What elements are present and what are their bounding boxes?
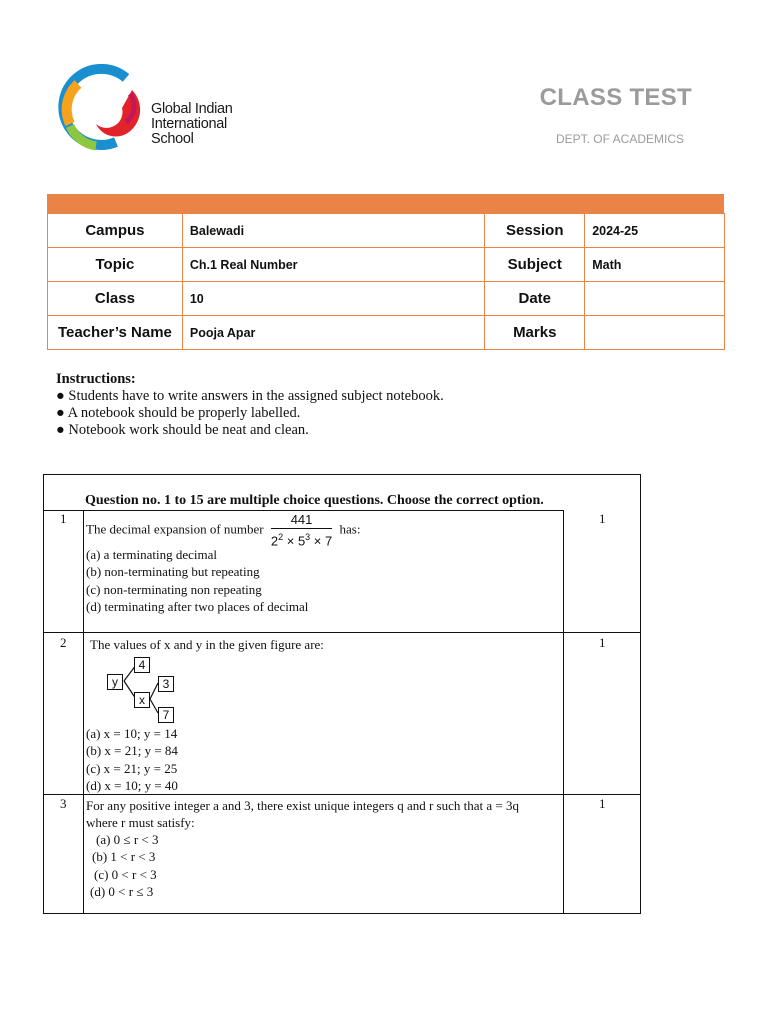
question-number: 2 [60,635,67,650]
subject-label: Subject [485,248,585,282]
option-b: (b) x = 21; y = 84 [86,743,178,759]
question-3-options [90,831,158,900]
question-marks: 1 [599,635,606,650]
instructions [56,371,444,439]
marks-value [585,316,725,350]
questions-heading: Question no. 1 to 15 are multiple choice questions. Choose the correct option. [85,493,544,508]
option-c: (c) 0 < r < 3 [94,866,157,882]
question-marks: 1 [599,796,606,811]
school-logo-icon [56,64,146,154]
campus-value: Balewadi [182,214,484,248]
question-marks: 1 [599,511,606,526]
figure-box-y: y [107,674,123,690]
teacher-name-value: Pooja Apar [182,316,484,350]
option-d: (d) x = 10; y = 40 [86,777,178,793]
figure-box-7: 7 [158,707,174,723]
school-logo [56,64,246,154]
date-label: Date [485,282,585,316]
instruction-item: ● Students have to write answers in the assigned subject notebook. [56,388,444,404]
factor-tree-figure [106,655,186,725]
topic-label: Topic [48,248,183,282]
topic-value: Ch.1 Real Number [182,248,484,282]
class-value: 10 [182,282,484,316]
teacher-name-label: Teacher’s Name [48,316,183,350]
question-number: 1 [60,511,67,526]
info-row [48,282,725,316]
subject-value: Math [585,248,725,282]
figure-box-x: x [134,692,150,708]
option-c: (c) non-terminating non repeating [86,581,262,597]
figure-box-3: 3 [158,676,174,692]
question-1-stem [86,512,360,549]
option-b: (b) 1 < r < 3 [92,849,156,865]
option-b: (b) non-terminating but repeating [86,564,260,580]
q3-stem-line-1: For any positive integer a and 3, there exist unique integers q and r such that a = 3q [86,798,519,813]
instruction-item: ● A notebook should be properly labelled. [56,405,301,421]
header-bar [47,194,724,213]
option-a: (a) 0 ≤ r < 3 [96,832,159,847]
column-divider [563,510,564,913]
q1-stem-before: The decimal expansion of number [86,521,264,537]
den-base: 2 [270,533,279,549]
den-base: 7 [325,533,333,549]
option-a: (a) x = 10; y = 14 [86,726,178,741]
column-divider [83,510,84,913]
info-row [48,248,725,282]
option-d: (d) 0 < r ≤ 3 [90,883,154,899]
info-row [48,316,725,350]
department-label: DEPT. OF ACADEMICS [555,132,684,146]
session-value: 2024-25 [585,214,725,248]
page-title: CLASS TEST [539,84,692,111]
question-1-options [86,546,308,615]
questions-table [43,474,641,914]
question-number: 3 [60,796,67,811]
class-label: Class [48,282,183,316]
question-2-stem: The values of x and y in the given figure are: [90,637,324,652]
instruction-item: ● Notebook work should be neat and clean. [56,422,309,438]
times-sign: × [283,533,298,549]
option-d: (d) terminating after two places of decimal [86,598,309,614]
info-table [47,213,725,350]
title-block [540,84,692,146]
instructions-heading: Instructions: [56,371,136,387]
row-divider [44,510,564,511]
fraction-numerator: 441 [271,512,332,529]
campus-label: Campus [48,214,183,248]
school-name-line-3: School [151,131,194,147]
info-row [48,214,725,248]
den-exponent: 3 [305,532,311,542]
row-divider [44,632,640,633]
q1-fraction [271,512,332,549]
marks-label: Marks [485,316,585,350]
school-name [151,102,233,147]
times-sign: × [310,533,326,549]
date-value [585,282,725,316]
school-name-line-1: Global Indian [151,101,233,117]
q1-stem-after: has: [339,521,361,537]
option-a: (a) a terminating decimal [86,547,218,562]
figure-box-4: 4 [134,657,150,673]
school-name-line-2: International [151,116,227,132]
question-2-options [86,725,178,794]
den-exponent: 2 [278,532,284,542]
question-3-stem [86,797,562,832]
option-c: (c) x = 21; y = 25 [86,760,178,776]
den-base: 5 [297,533,306,549]
q3-stem-line-2: where r must satisfy: [86,815,195,831]
session-label: Session [485,214,585,248]
